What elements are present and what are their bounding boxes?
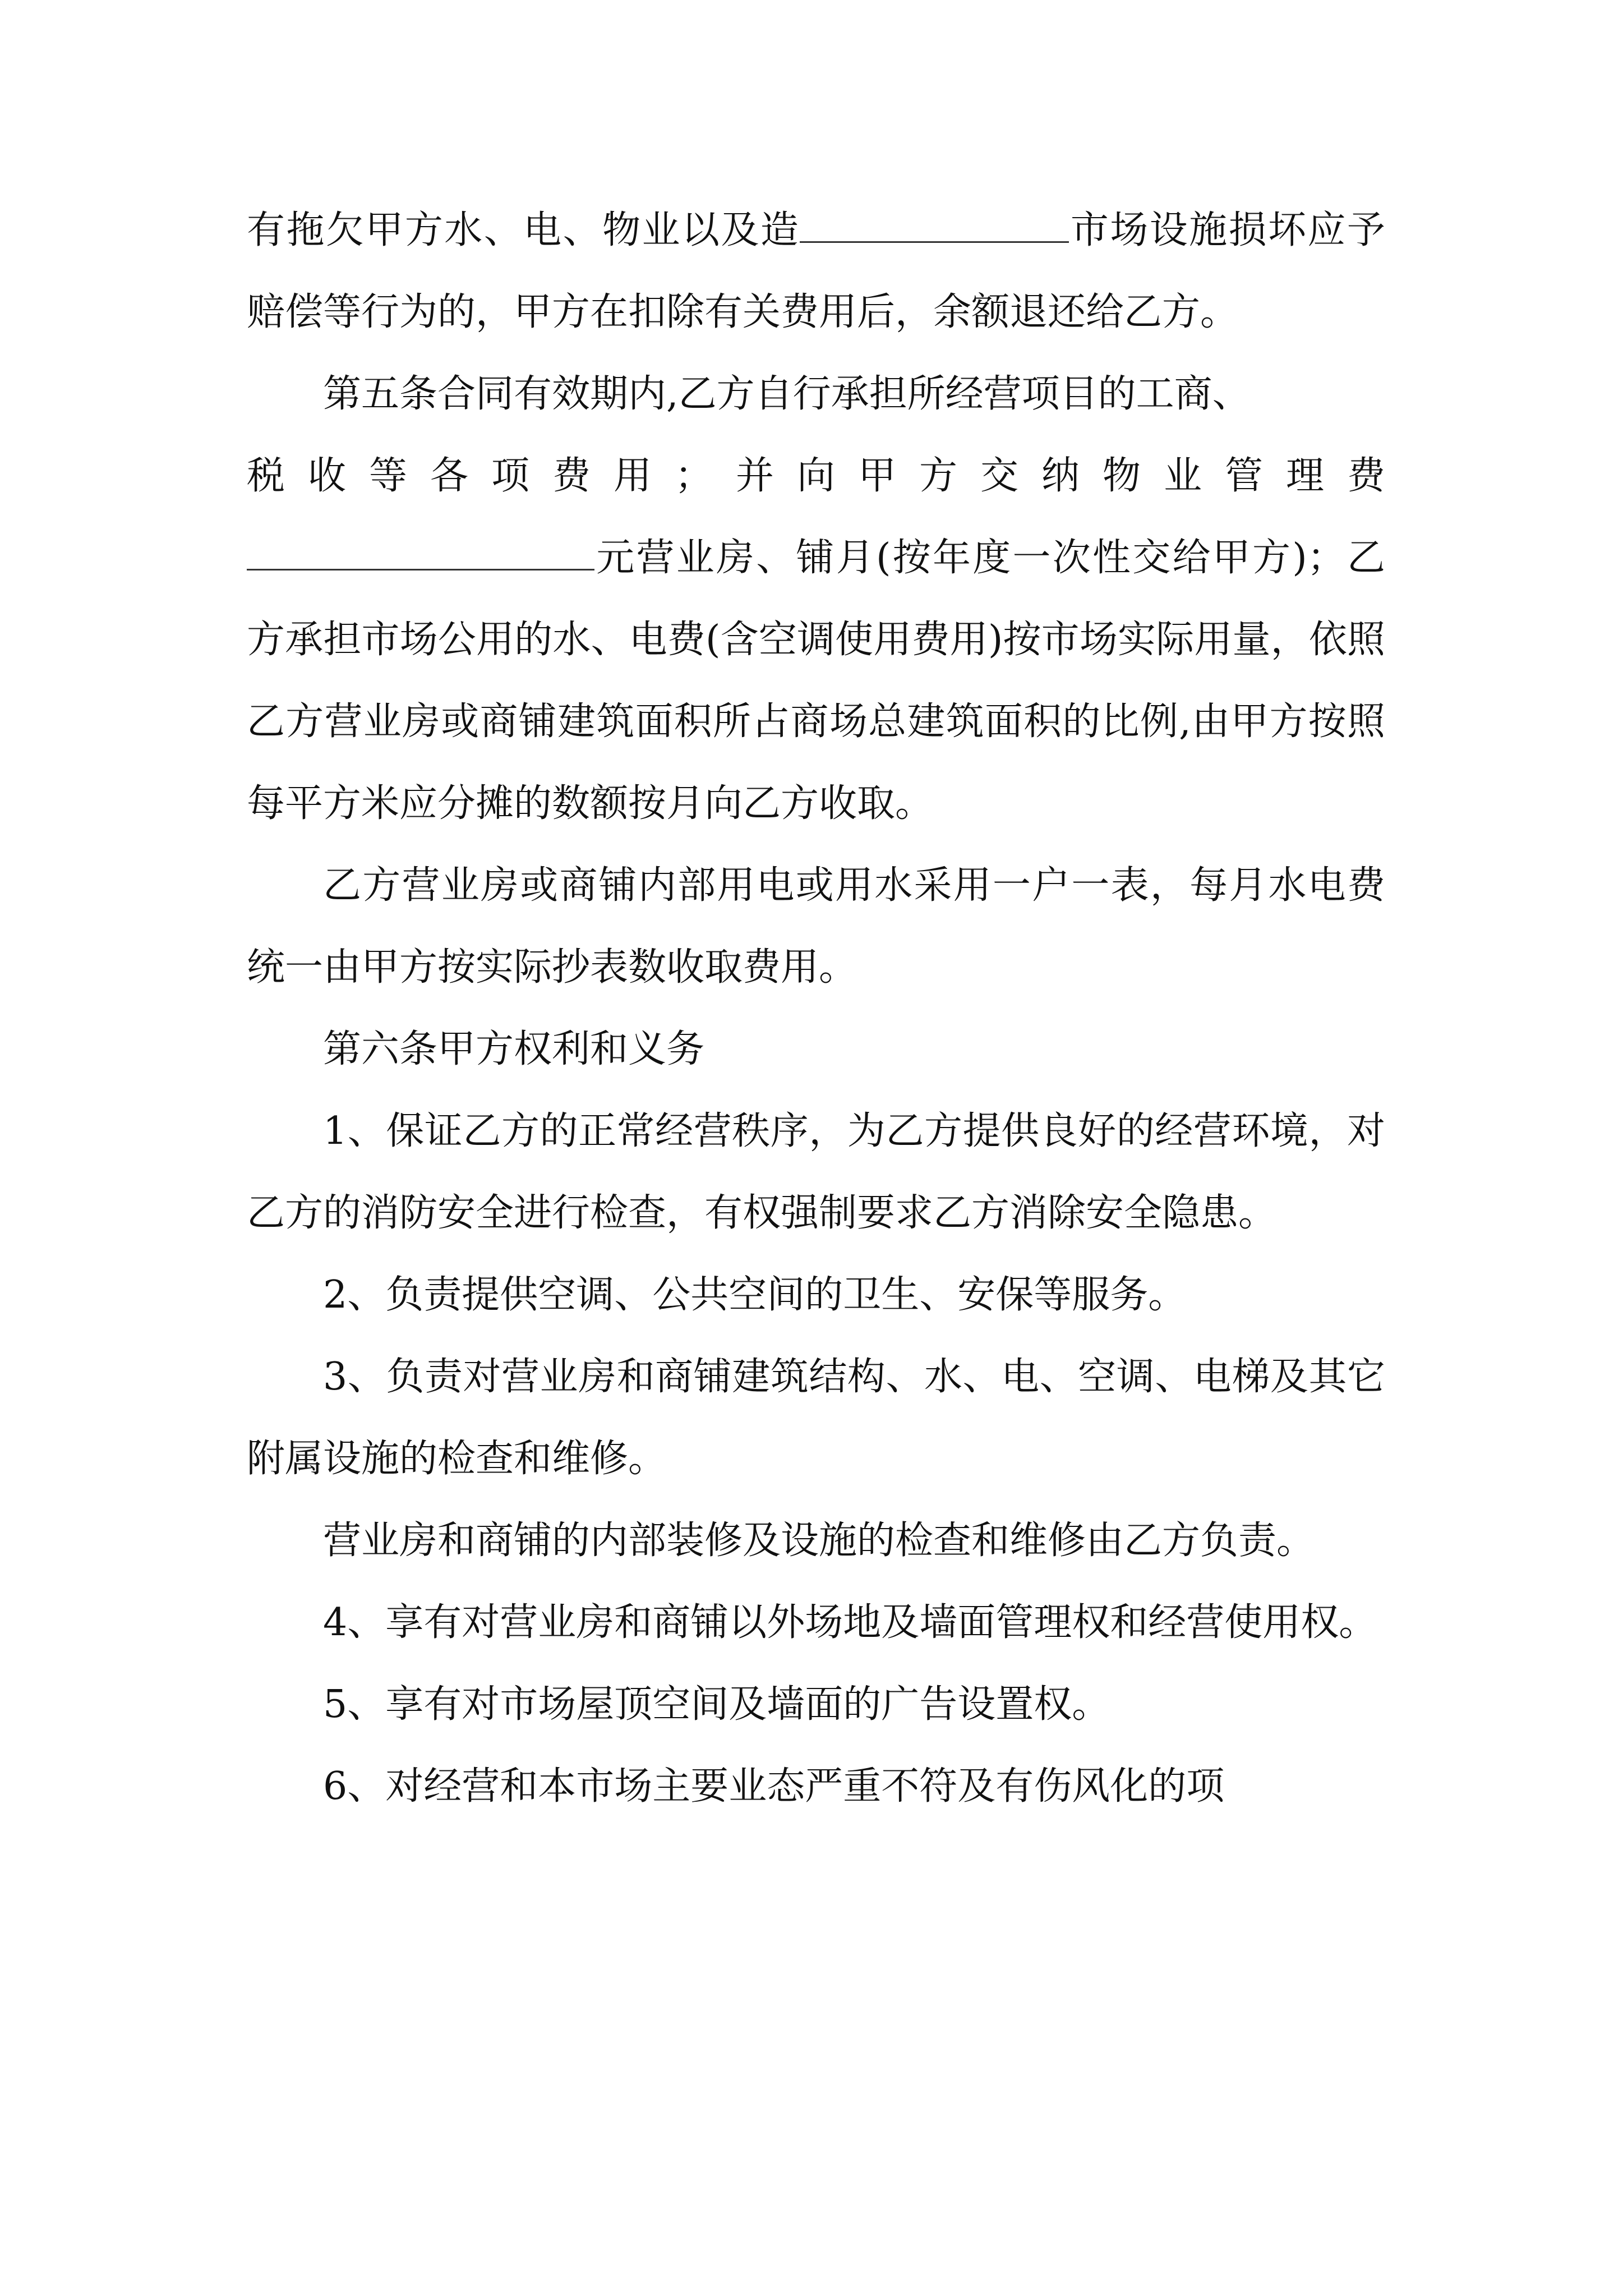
fill-in-blank <box>247 532 594 570</box>
paragraph-text: 第六条甲方权利和义务 <box>323 1027 705 1071</box>
paragraph-text: 1、保证乙方的正常经营秩序，为乙方提供良好的经营环境，对乙方的消防安全进行检查，有权强制要求乙方消除安全隐患。 <box>247 1109 1385 1235</box>
fill-in-blank <box>800 205 1069 243</box>
paragraph-article-5-line2 <box>247 435 1385 517</box>
paragraph-text: 4、享有对营业房和商铺以外场地及墙面管理权和经营使用权。 <box>323 1600 1377 1645</box>
paragraph-text: 乙方营业房或商铺内部用电或用水采用一户一表，每月水电费统一由甲方按实际抄表数收取费用。 <box>247 863 1385 990</box>
paragraph-text: 市场设施损坏应予赔偿等行为的，甲方在扣除有关费用后，余额退还给乙方。 <box>247 208 1385 334</box>
paragraph-article-5-fees <box>247 517 1385 845</box>
paragraph-article-5-line1 <box>247 353 1385 435</box>
paragraph-text: 6、对经营和本市场主要业态严重不符及有伤风化的项 <box>323 1764 1225 1809</box>
list-item-1 <box>247 1091 1385 1254</box>
paragraph-text: 税收等各项费用；并向甲方交纳物业管理费 <box>247 454 1385 498</box>
paragraph-text: 2、负责提供空调、公共空间的卫生、安保等服务。 <box>323 1273 1187 1317</box>
heading-article-6 <box>247 1009 1385 1091</box>
paragraph-internal-maintenance <box>247 1500 1385 1582</box>
paragraph-text: 3、负责对营业房和商铺建筑结构、水、电、空调、电梯及其它附属设施的检查和维修。 <box>247 1355 1385 1481</box>
list-item-6 <box>247 1746 1385 1828</box>
paragraph-text: 有拖欠甲方水、电、物业以及造 <box>247 208 800 252</box>
list-item-5 <box>247 1664 1385 1746</box>
paragraph-metering <box>247 845 1385 1009</box>
paragraph-deposit-refund <box>247 190 1385 353</box>
paragraph-text: 营业房和商铺的内部装修及设施的检查和维修由乙方负责。 <box>323 1519 1315 1563</box>
paragraph-text: 元营业房、铺月(按年度一次性交给甲方)；乙方承担市场公用的水、电费(含空调使用费用)按市场实际用量，依照乙方营业房或商铺建筑面积所占商场总建筑面积的比例,由甲方按照每平方米应分摊的数额按月向乙方收取。 <box>247 536 1385 826</box>
document-body <box>247 190 1385 1828</box>
list-item-3 <box>247 1336 1385 1500</box>
paragraph-text: 第五条合同有效期内,乙方自行承担所经营项目的工商、 <box>323 372 1251 416</box>
list-item-2 <box>247 1254 1385 1336</box>
list-item-4 <box>247 1582 1385 1664</box>
paragraph-text: 5、享有对市场屋顶空间及墙面的广告设置权。 <box>323 1682 1110 1727</box>
